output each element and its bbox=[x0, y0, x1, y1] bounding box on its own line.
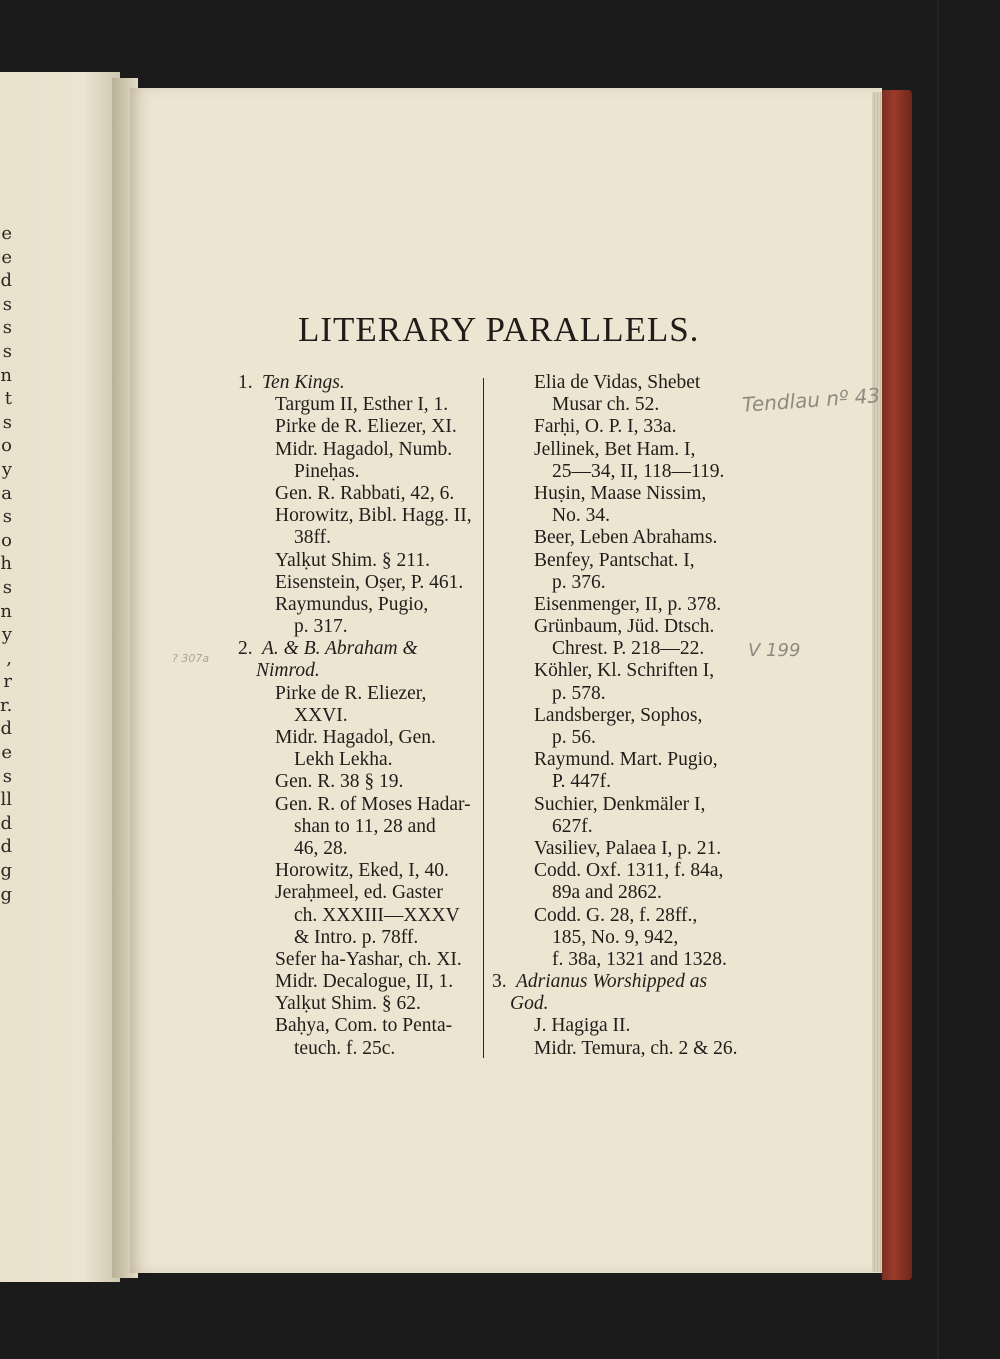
citation-text: Gen. R. of Moses Hadar- bbox=[275, 793, 471, 815]
citation-text: Chrest. P. 218—22. bbox=[552, 638, 705, 660]
entry-line bbox=[238, 527, 476, 549]
citation-text: Codd. G. 28, f. 28ff., bbox=[534, 904, 698, 926]
left-page-letter: e bbox=[1, 742, 12, 764]
left-page-letter: e bbox=[1, 246, 12, 268]
margin-note-top-right: Tendlau nº 43 bbox=[741, 383, 881, 417]
entry-line bbox=[238, 394, 476, 416]
entry-line bbox=[492, 572, 730, 594]
entry-line bbox=[238, 594, 476, 616]
entry-line bbox=[238, 616, 476, 638]
citation-text: Codd. Oxf. 1311, f. 84a, bbox=[534, 860, 724, 882]
margin-note-left-mid: ? 307a bbox=[172, 652, 210, 665]
entry-line bbox=[238, 505, 476, 527]
entry-title: Ten Kings. bbox=[262, 372, 345, 393]
citation-text: P. 447f. bbox=[552, 771, 612, 793]
entry-line bbox=[492, 993, 730, 1015]
citation-text: shan to 11, 28 and bbox=[294, 815, 436, 837]
entry-line bbox=[492, 416, 730, 438]
citation-text: Gen. R. 38 § 19. bbox=[275, 771, 404, 793]
left-page-letter: , bbox=[6, 647, 12, 669]
left-page-letter: h bbox=[0, 553, 12, 575]
left-column bbox=[238, 372, 476, 1060]
left-page-letter: s bbox=[2, 506, 12, 528]
citation-text: Midr. Temura, ch. 2 & 26. bbox=[534, 1037, 738, 1059]
citation-text: 38ff. bbox=[294, 527, 332, 549]
entry-line bbox=[492, 505, 730, 527]
entry-line bbox=[238, 993, 476, 1015]
citation-text: 25—34, II, 118—119. bbox=[552, 460, 725, 482]
entry-line bbox=[492, 594, 730, 616]
entry-line bbox=[492, 1037, 738, 1060]
citation-text: Suchier, Denkmäler I, bbox=[534, 793, 706, 815]
left-page-letter: d bbox=[0, 718, 12, 740]
left-page-letter: s bbox=[2, 317, 12, 339]
entry-line bbox=[492, 372, 730, 394]
entry-line bbox=[492, 660, 730, 682]
entry-line bbox=[492, 461, 730, 483]
citation-text: 185, No. 9, 942, bbox=[552, 926, 679, 948]
entry-line bbox=[238, 372, 476, 394]
left-page-letter: s bbox=[2, 411, 12, 433]
left-page-letter: y bbox=[1, 624, 12, 646]
entry-line bbox=[238, 1038, 476, 1060]
left-page-letter: o bbox=[1, 529, 12, 551]
entry-line bbox=[238, 971, 476, 993]
entry-line bbox=[492, 439, 730, 461]
citation-text: Vasiliev, Palaea I, p. 21. bbox=[534, 837, 722, 859]
citation-text: Pineḥas. bbox=[294, 460, 360, 482]
entry-line bbox=[238, 816, 476, 838]
entry-line bbox=[492, 394, 730, 416]
left-page-letter: r bbox=[3, 671, 12, 693]
citation-text: Midr. Hagadol, Gen. bbox=[275, 727, 436, 748]
citation-text: Raymundus, Pugio, bbox=[275, 593, 429, 615]
entry-line bbox=[238, 660, 476, 682]
entry-line bbox=[492, 550, 730, 572]
citation-text: No. 34. bbox=[552, 505, 610, 527]
citation-text: Horowitz, Eked, I, 40. bbox=[275, 860, 449, 882]
left-page-letter: n bbox=[0, 600, 12, 622]
entry-line bbox=[238, 882, 476, 904]
entry-line bbox=[238, 683, 476, 705]
citation-text: p. 56. bbox=[552, 727, 596, 748]
citation-text: Sefer ha-Yashar, ch. XI. bbox=[275, 948, 462, 970]
entry-line bbox=[492, 771, 730, 793]
entry-line bbox=[238, 860, 476, 882]
left-page-letter: s bbox=[2, 293, 12, 315]
entry-line bbox=[238, 1015, 476, 1037]
entry-line bbox=[492, 927, 730, 949]
citation-text: 46, 28. bbox=[294, 837, 348, 859]
left-page-letter: ll bbox=[0, 789, 12, 811]
entry-title: God. bbox=[510, 993, 549, 1015]
citation-text: p. 578. bbox=[552, 682, 606, 704]
citation-text: Pirke de R. Eliezer, bbox=[275, 682, 427, 704]
page-heading: LITERARY PARALLELS. bbox=[298, 310, 700, 349]
citation-text: Midr. Hagadol, Numb. bbox=[275, 438, 453, 460]
entry-line bbox=[492, 638, 730, 660]
left-page-letter: g bbox=[0, 860, 12, 882]
citation-text: Farḥi, O. P. I, 33a. bbox=[534, 416, 677, 438]
citation-text: Midr. Decalogue, II, 1. bbox=[275, 971, 454, 993]
entry-line bbox=[238, 838, 476, 860]
citation-text: Lekh Lekha. bbox=[294, 749, 393, 771]
entry-line bbox=[492, 794, 730, 816]
entry-line bbox=[238, 638, 476, 660]
citation-text: Jellinek, Bet Ham. I, bbox=[534, 438, 696, 460]
citation-text: teuch. f. 25c. bbox=[294, 1037, 396, 1059]
left-page-text-edge bbox=[0, 222, 12, 906]
entry-line bbox=[238, 927, 476, 949]
citation-text: Baḥya, Com. to Penta- bbox=[275, 1015, 453, 1037]
entry-line bbox=[238, 572, 476, 594]
citation-text: Yalḳut Shim. § 62. bbox=[275, 993, 421, 1015]
citation-text: Targum II, Esther I, 1. bbox=[275, 394, 449, 416]
entry-line bbox=[492, 816, 730, 838]
citation-text: p. 376. bbox=[552, 571, 606, 593]
entry-line bbox=[238, 771, 476, 793]
entry-line bbox=[238, 483, 476, 505]
left-page-letter: e bbox=[1, 223, 12, 244]
entry-line bbox=[238, 550, 476, 572]
right-column bbox=[492, 372, 738, 1060]
citation-text: Eisenmenger, II, p. 378. bbox=[534, 593, 722, 615]
citation-text: Yalḳut Shim. § 211. bbox=[275, 549, 430, 571]
citation-text: f. 38a, 1321 and 1328. bbox=[552, 948, 727, 970]
citation-text: Jeraḥmeel, ed. Gaster bbox=[275, 882, 443, 904]
citation-text: XXVI. bbox=[294, 704, 348, 726]
citation-text: Landsberger, Sophos, bbox=[534, 704, 703, 726]
citation-text: p. 317. bbox=[294, 616, 348, 638]
entry-number: 3. bbox=[492, 971, 507, 993]
entry-line bbox=[492, 616, 730, 638]
entry-line bbox=[492, 705, 730, 727]
entry-title: A. & B. Abraham & bbox=[262, 638, 418, 660]
left-page-letter: d bbox=[0, 812, 12, 834]
entry-line bbox=[238, 461, 476, 483]
entry-line bbox=[492, 749, 730, 771]
entry-title: Nimrod. bbox=[256, 660, 320, 682]
citation-text: Benfey, Pantschat. I, bbox=[534, 549, 695, 571]
entry-line bbox=[492, 727, 730, 749]
citation-text: Pirke de R. Eliezer, XI. bbox=[275, 416, 457, 438]
entry-line bbox=[492, 971, 730, 993]
citation-text: Grünbaum, Jüd. Dtsch. bbox=[534, 616, 715, 638]
citation-text: Gen. R. Rabbati, 42, 6. bbox=[275, 482, 455, 504]
citation-text: 627f. bbox=[552, 815, 593, 837]
left-page-letter: r. bbox=[0, 694, 13, 716]
citation-text: J. Hagiga II. bbox=[534, 1015, 631, 1037]
entry-line bbox=[238, 416, 476, 438]
left-page-letter: a bbox=[1, 482, 12, 504]
left-page-letter: y bbox=[1, 458, 12, 480]
entry-line bbox=[238, 705, 476, 727]
citation-text: Eisenstein, Oṣer, P. 461. bbox=[275, 571, 464, 593]
book-cover-edge bbox=[882, 90, 912, 1280]
citation-text: ch. XXXIII—XXXV bbox=[294, 904, 460, 926]
citation-text: Köhler, Kl. Schriften I, bbox=[534, 660, 715, 682]
left-page bbox=[0, 72, 120, 1282]
left-page-letter: d bbox=[0, 836, 12, 858]
entry-line bbox=[238, 439, 476, 461]
left-page-letter: s bbox=[2, 765, 12, 787]
citation-text: Huṣin, Maase Nissim, bbox=[534, 482, 707, 504]
entry-line bbox=[492, 949, 730, 971]
citation-text: & Intro. p. 78ff. bbox=[294, 926, 419, 948]
entry-line bbox=[492, 882, 730, 904]
citation-text: Musar ch. 52. bbox=[552, 394, 660, 416]
entry-line bbox=[238, 949, 476, 971]
entry-line bbox=[238, 727, 476, 749]
citation-text: Elia de Vidas, Shebet bbox=[534, 372, 701, 393]
left-page-letter: o bbox=[1, 435, 12, 457]
entry-line bbox=[492, 683, 730, 705]
entry-line bbox=[492, 1015, 730, 1037]
entry-line bbox=[492, 527, 730, 549]
column-rule bbox=[483, 378, 484, 1058]
left-page-letter: t bbox=[4, 388, 12, 410]
entry-line bbox=[492, 860, 730, 882]
entry-line bbox=[238, 794, 476, 816]
left-page-letter: g bbox=[0, 883, 12, 905]
citation-text: Raymund. Mart. Pugio, bbox=[534, 749, 718, 771]
citation-text: Horowitz, Bibl. Hagg. II, bbox=[275, 505, 472, 527]
entry-line bbox=[238, 749, 476, 771]
citation-text: 89a and 2862. bbox=[552, 882, 662, 904]
entry-line bbox=[492, 838, 730, 860]
entry-number: 2. bbox=[238, 638, 253, 660]
citation-text: Beer, Leben Abrahams. bbox=[534, 527, 718, 549]
margin-note-right-mid: V 199 bbox=[748, 640, 801, 661]
left-page-letter: d bbox=[0, 270, 12, 292]
entry-line bbox=[238, 905, 476, 927]
left-page-letter: s bbox=[2, 340, 12, 362]
entry-line bbox=[492, 905, 730, 927]
left-page-letter: n bbox=[0, 364, 12, 386]
left-page-letter: s bbox=[2, 576, 12, 598]
entry-number: 1. bbox=[238, 372, 253, 393]
entry-title: Adrianus Worshipped as bbox=[516, 971, 708, 993]
entry-line bbox=[492, 483, 730, 505]
